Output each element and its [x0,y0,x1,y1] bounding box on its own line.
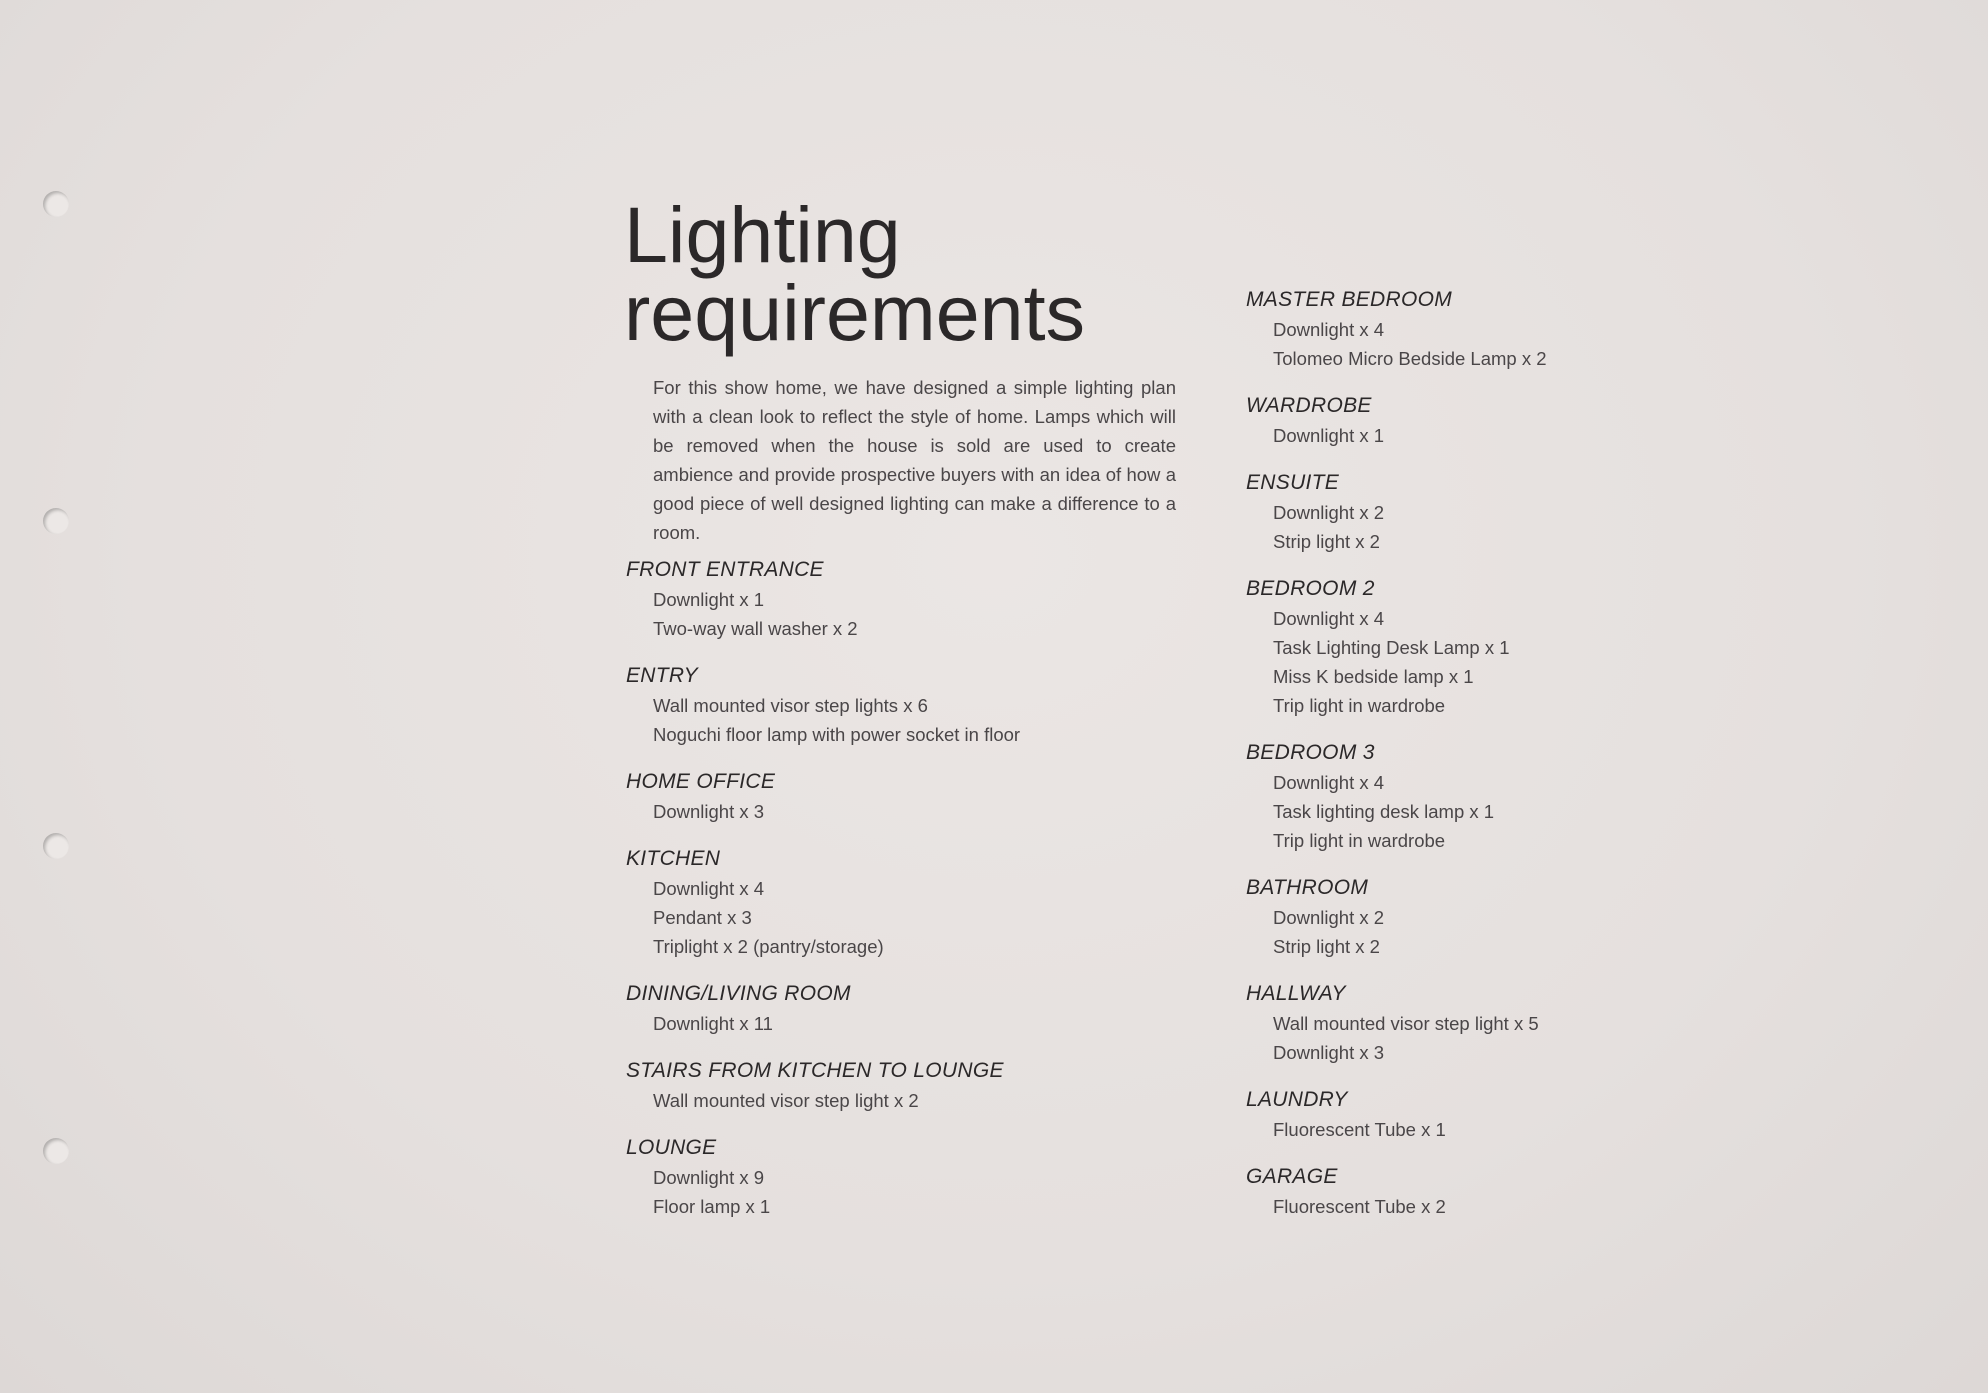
room-heading: GARAGE [1246,1165,1338,1188]
room-section [1246,468,1547,556]
fixture-item: Downlight x 1 [653,589,765,610]
fixture-item: Strip light x 2 [1273,936,1380,957]
fixture-item: Pendant x 3 [653,907,752,928]
punch-hole [43,1138,69,1164]
fixture-item: Trip light in wardrobe [1273,695,1446,716]
room-section [626,1133,1020,1221]
fixture-item: Downlight x 4 [1273,319,1385,340]
fixture-item: Wall mounted visor step light x 2 [653,1090,919,1111]
punch-hole [43,191,69,217]
fixture-item: Downlight x 4 [653,878,765,899]
fixture-item: Downlight x 4 [1273,608,1385,629]
room-section [626,661,1020,749]
room-heading: FRONT ENTRANCE [626,558,824,581]
room-section [1246,1162,1547,1221]
title-line: Lighting [624,190,901,279]
fixture-item: Downlight x 9 [653,1167,765,1188]
fixture-item: Triplight x 2 (pantry/storage) [653,936,884,957]
room-section [626,979,1020,1038]
page-title [624,190,1086,357]
fixture-item: Strip light x 2 [1273,531,1380,552]
fixture-item: Downlight x 2 [1273,502,1385,523]
room-section [1246,285,1547,373]
room-section [626,844,1020,961]
room-heading: WARDROBE [1246,394,1372,417]
fixture-item: Trip light in wardrobe [1273,830,1446,851]
room-section [626,767,1020,826]
fixture-item: Task lighting desk lamp x 1 [1273,801,1495,822]
fixture-item: Downlight x 3 [653,801,765,822]
room-heading: ENTRY [626,664,698,687]
fixture-item: Miss K bedside lamp x 1 [1273,666,1474,687]
fixture-item: Downlight x 11 [653,1013,773,1034]
fixture-item: Downlight x 3 [1273,1042,1385,1063]
room-heading: LAUNDRY [1246,1088,1348,1111]
fixture-item: Fluorescent Tube x 2 [1273,1196,1446,1217]
left-column [626,555,1020,1239]
room-section [1246,574,1547,720]
room-heading: HALLWAY [1246,982,1346,1005]
room-section [1246,738,1547,855]
room-section [1246,391,1547,450]
room-heading: BATHROOM [1246,876,1369,899]
fixture-item: Tolomeo Micro Bedside Lamp x 2 [1273,348,1547,369]
fixture-item: Two-way wall washer x 2 [653,618,858,639]
room-section [626,555,1020,643]
room-section [626,1056,1020,1115]
punch-hole [43,508,69,534]
room-heading: KITCHEN [626,847,721,870]
fixture-item: Wall mounted visor step light x 5 [1273,1013,1539,1034]
room-heading: BEDROOM 2 [1246,577,1375,600]
room-heading: DINING/LIVING ROOM [626,982,851,1005]
title-line: requirements [624,268,1086,357]
fixture-item: Noguchi floor lamp with power socket in floor [653,724,1021,745]
room-heading: STAIRS FROM KITCHEN TO LOUNGE [626,1059,1004,1082]
room-heading: HOME OFFICE [626,770,776,793]
fixture-item: Downlight x 1 [1273,425,1385,446]
fixture-item: Downlight x 2 [1273,907,1385,928]
fixture-item: Task Lighting Desk Lamp x 1 [1273,637,1510,658]
fixture-item: Downlight x 4 [1273,772,1385,793]
room-section [1246,873,1547,961]
fixture-item: Wall mounted visor step lights x 6 [653,695,928,716]
room-section [1246,979,1547,1067]
fixture-item: Floor lamp x 1 [653,1196,771,1217]
punch-hole [43,833,69,859]
right-column [1246,285,1547,1239]
room-heading: MASTER BEDROOM [1246,288,1453,311]
room-heading: BEDROOM 3 [1246,741,1375,764]
room-section [1246,1085,1547,1144]
intro-paragraph: For this show home, we have designed a simple lighting plan with a clean look to reflect the style of home. Lamps which will be removed when the house is sold are used to create ambience and provide prospective buyers with an idea of how a good piece of well designed lighting can make a difference to a room. [653,377,1176,543]
room-heading: LOUNGE [626,1136,717,1159]
room-heading: ENSUITE [1246,471,1340,494]
fixture-item: Fluorescent Tube x 1 [1273,1119,1446,1140]
